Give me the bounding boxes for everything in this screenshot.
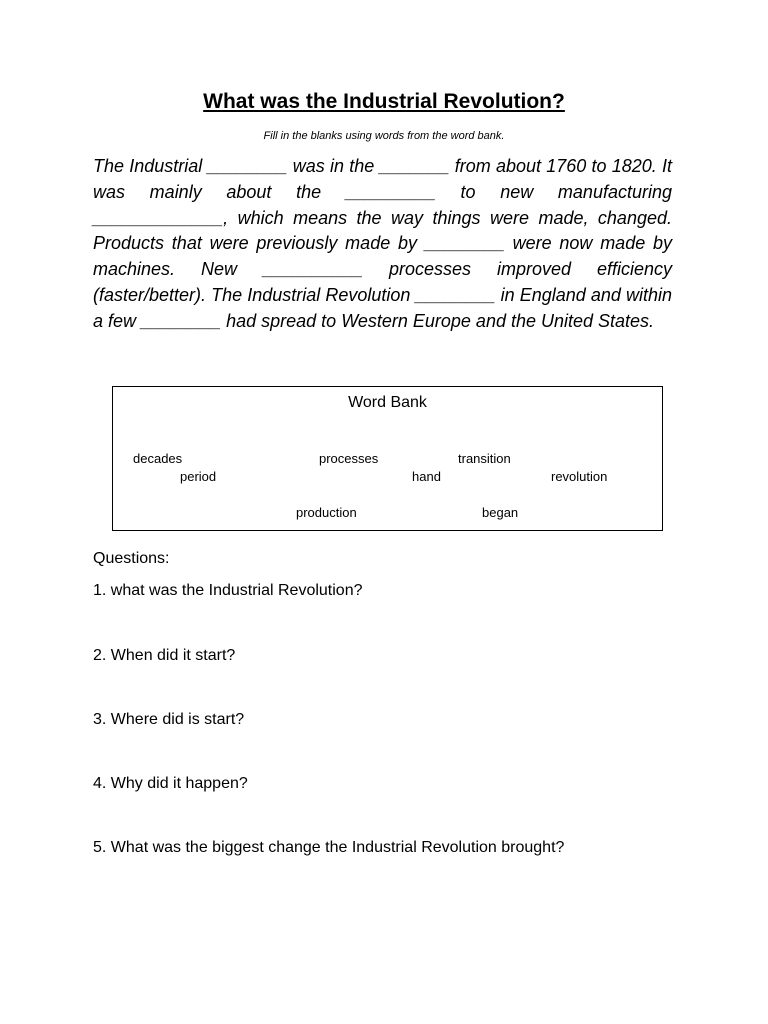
question-5: 5. What was the biggest change the Industrial Revolution brought?: [93, 839, 565, 856]
worksheet-title: What was the Industrial Revolution?: [203, 90, 565, 113]
word-bank-word-began: began: [482, 505, 519, 520]
question-4: 4. Why did it happen?: [93, 775, 248, 792]
question-2: 2. When did it start?: [93, 647, 236, 664]
word-bank-word-period: period: [180, 469, 217, 484]
question-1: 1. what was the Industrial Revolution?: [93, 582, 363, 599]
question-3: 3. Where did is start?: [93, 711, 245, 728]
word-bank-word-transition: transition: [458, 451, 511, 466]
word-bank-word-processes: processes: [319, 451, 379, 466]
word-bank-word-decades: decades: [133, 451, 183, 466]
fill-in-passage: The Industrial ________ was in the _______ from about 1760 to 1820. It was mainly about the _________ to new manufacturing _____________, which means the way things were made, changed. Products that were previously made by ________ were now made by machines. New __________ processes improved efficiency (faster/better). The Industrial Revolution ________ in England and within a few ________ had spread to Western Europe and the United States.: [93, 156, 672, 331]
questions-heading: Questions:: [93, 550, 170, 567]
word-bank-word-production: production: [296, 505, 357, 520]
word-bank-title: Word Bank: [348, 394, 427, 411]
word-bank-word-revolution: revolution: [551, 469, 608, 484]
word-bank-word-hand: hand: [412, 469, 441, 484]
worksheet-instructions: Fill in the blanks using words from the word bank.: [263, 130, 505, 142]
word-bank-box: [112, 386, 663, 531]
